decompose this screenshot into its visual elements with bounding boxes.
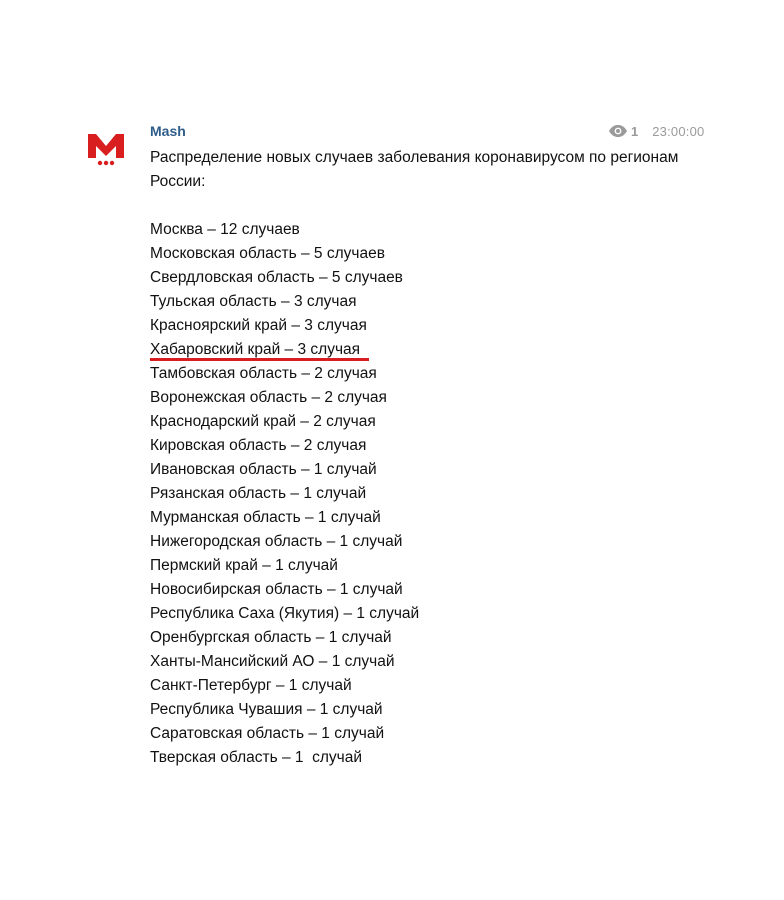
- region-line: Нижегородская область – 1 случай: [150, 533, 403, 550]
- paragraph-spacer: [150, 194, 710, 218]
- message-text: [150, 146, 710, 770]
- region-list: [150, 218, 710, 770]
- message-time: 23:00:00: [652, 123, 705, 139]
- views-counter: [608, 124, 638, 139]
- message-meta: [608, 122, 704, 140]
- region-line: Республика Чувашия – 1 случай: [150, 701, 383, 718]
- region-line: Москва – 12 случаев: [150, 221, 300, 238]
- mash-logo-icon: [84, 124, 128, 168]
- region-line: Воронежская область – 2 случая: [150, 389, 387, 406]
- region-line: Тамбовская область – 2 случая: [150, 365, 377, 382]
- region-line-highlighted: Хабаровский край – 3 случая: [150, 341, 361, 358]
- region-line: Новосибирская область – 1 случай: [150, 581, 403, 598]
- region-line: Свердловская область – 5 случаев: [150, 269, 403, 286]
- region-line: Пермский край – 1 случай: [150, 557, 338, 574]
- region-line: Мурманская область – 1 случай: [150, 509, 381, 526]
- region-line: Республика Саха (Якутия) – 1 случай: [150, 605, 420, 622]
- region-line: Оренбургская область – 1 случай: [150, 629, 392, 646]
- author-name[interactable]: Mash: [150, 123, 186, 139]
- region-line: Московская область – 5 случаев: [150, 245, 385, 262]
- eye-icon: [608, 124, 628, 138]
- region-line: Ивановская область – 1 случай: [150, 461, 377, 478]
- region-line: Тульская область – 3 случая: [150, 293, 357, 310]
- views-count: 1: [631, 123, 639, 139]
- region-line: Кировская область – 2 случая: [150, 437, 367, 454]
- region-line: Ханты-Мансийский АО – 1 случай: [150, 653, 395, 670]
- message-intro: Распределение новых случаев заболевания коронавирусом по регионам России:: [150, 149, 679, 190]
- region-line: Красноярский край – 3 случая: [150, 317, 367, 334]
- region-line: Рязанская область – 1 случай: [150, 485, 367, 502]
- highlight-underline: [150, 358, 369, 361]
- channel-avatar[interactable]: [84, 124, 128, 168]
- region-line: Саратовская область – 1 случай: [150, 725, 385, 742]
- region-line: Санкт-Петербург – 1 случай: [150, 677, 352, 694]
- region-line: Краснодарский край – 2 случая: [150, 413, 376, 430]
- region-line: Тверская область – 1 случай: [150, 749, 363, 766]
